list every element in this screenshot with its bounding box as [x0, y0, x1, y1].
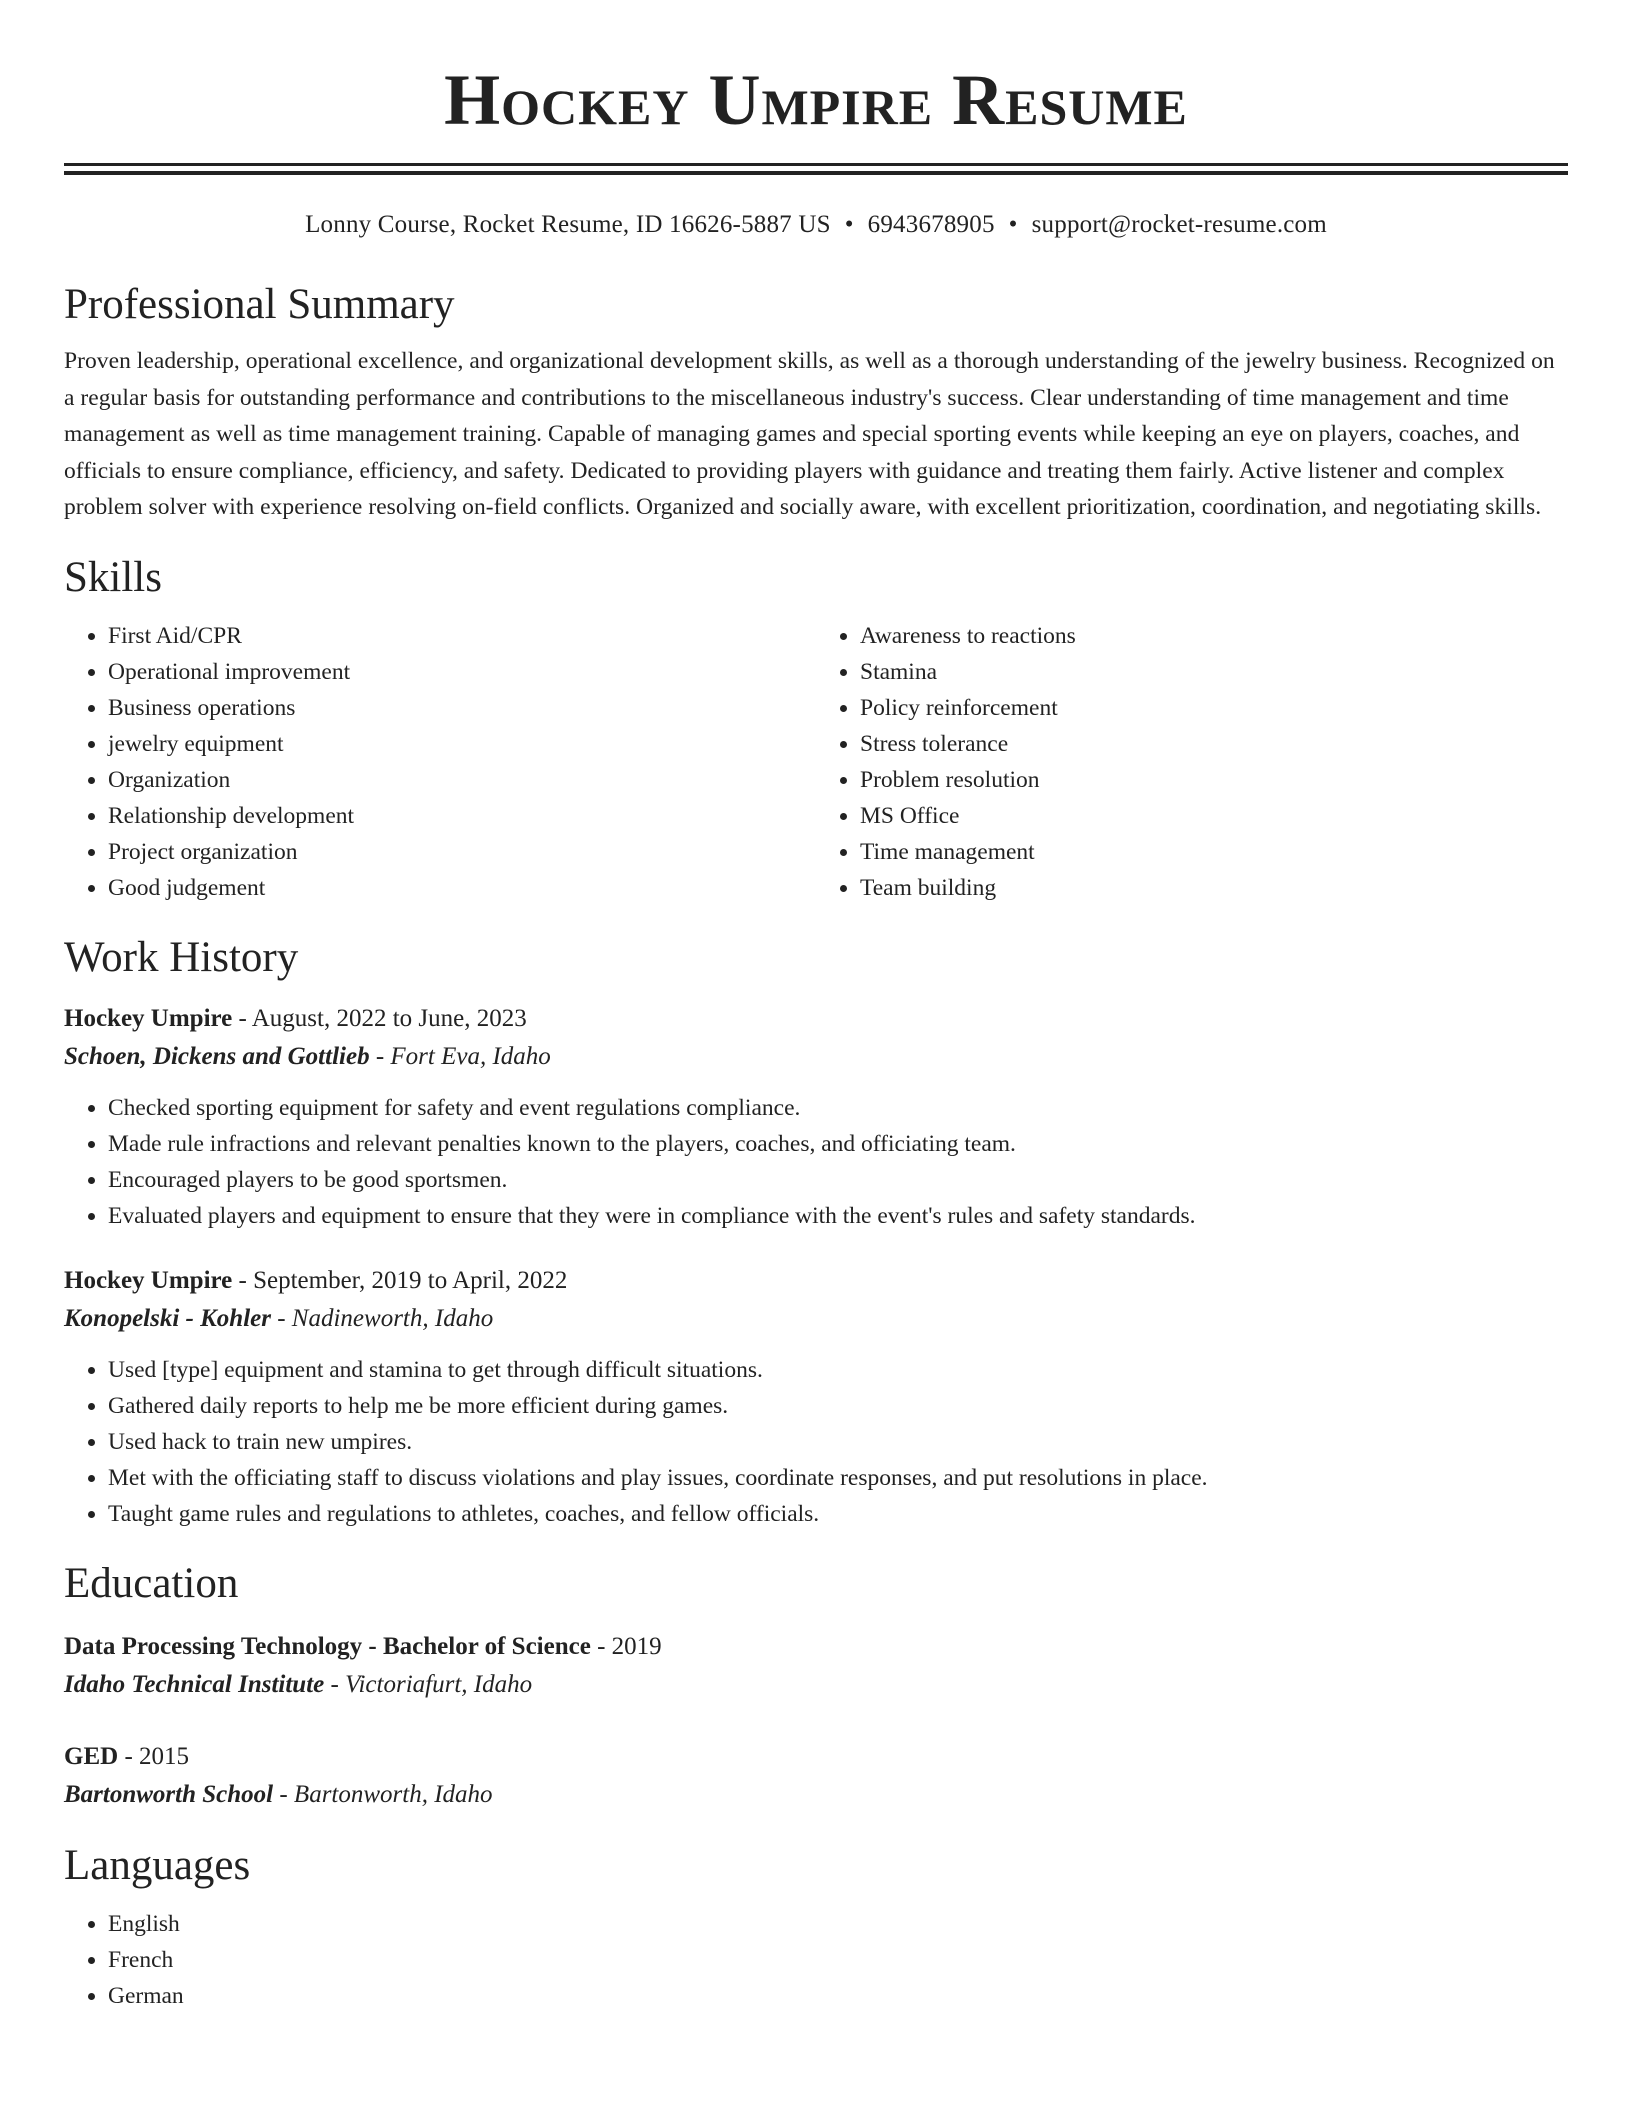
- languages-heading: Languages: [64, 1841, 251, 1889]
- education-degree: Data Processing Technology - Bachelor of Science: [64, 1632, 591, 1660]
- contact-phone: 6943678905: [867, 211, 995, 238]
- skill-item: • Problem resolution: [860, 762, 1568, 798]
- job-duty: • Used [type] equipment and stamina to get through difficult situations.: [108, 1352, 1568, 1388]
- education-degree-line: [64, 1628, 1568, 1666]
- job-duties: [64, 1352, 1568, 1532]
- education-entry: [64, 1628, 1568, 1704]
- job-duty: • Made rule infractions and relevant penalties known to the players, coaches, and officiating team.: [108, 1126, 1568, 1162]
- language-item: • French: [108, 1942, 1568, 1978]
- skill-item: • Team building: [860, 870, 1568, 906]
- job-employer: [64, 1300, 1568, 1338]
- languages-list: [64, 1906, 1568, 2014]
- job-entry: [64, 1262, 1568, 1532]
- title-divider-top: [64, 163, 1568, 166]
- job-role: Hockey Umpire: [64, 1004, 233, 1032]
- contact-email: support@rocket-resume.com: [1031, 211, 1327, 238]
- job-duty: • Evaluated players and equipment to ensure that they were in compliance with the event's rules and safety standards.: [108, 1198, 1568, 1234]
- resume-title: Hockey Umpire Resume: [444, 60, 1188, 140]
- skill-item: • Organization: [108, 762, 816, 798]
- contact-separator: •: [844, 211, 854, 238]
- education-degree: GED: [64, 1742, 119, 1770]
- education-school-line: [64, 1666, 1568, 1704]
- skill-item: • Project organization: [108, 834, 816, 870]
- job-entry: [64, 1000, 1568, 1234]
- contact-address: Lonny Course, Rocket Resume, ID 16626-5887 US: [305, 211, 831, 238]
- skill-item: • Good judgement: [108, 870, 816, 906]
- work-history-heading: Work History: [64, 933, 299, 981]
- education-year: - 2015: [118, 1742, 190, 1770]
- job-duty: • Gathered daily reports to help me be more efficient during games.: [108, 1388, 1568, 1424]
- summary-text: Proven leadership, operational excellence, and organizational development skills, as well as a thorough understanding of the jewelry business. Recognized on a regular basis for outstanding performance and contributions to the miscellaneous industry's success. Clear understanding of time management and time management as well as time management training. Capable of managing games and special sporting events while keeping an eye on players, coaches, and officials to ensure compliance, efficiency, and safety. Dedicated to providing players with guidance and treating them fairly. Active listener and complex problem solver with experience resolving on-field conflicts. Organized and socially aware, with excellent prioritization, coordination, and negotiating skills.: [64, 348, 1555, 520]
- skill-item: • Operational improvement: [108, 654, 816, 690]
- job-header: [64, 1262, 1568, 1300]
- job-location: - Fort Eva, Idaho: [369, 1042, 551, 1070]
- skill-item: • Policy reinforcement: [860, 690, 1568, 726]
- skill-item: • MS Office: [860, 798, 1568, 834]
- education-location: - Victoriafurt, Idaho: [324, 1670, 533, 1698]
- job-duty: • Checked sporting equipment for safety and event regulations compliance.: [108, 1090, 1568, 1126]
- skills-list: [64, 618, 1568, 906]
- education-heading: Education: [64, 1559, 239, 1607]
- skill-item: • Relationship development: [108, 798, 816, 834]
- skill-item: • Stamina: [860, 654, 1568, 690]
- skill-item: • jewelry equipment: [108, 726, 816, 762]
- skill-item: • Business operations: [108, 690, 816, 726]
- job-dates: - August, 2022 to June, 2023: [232, 1004, 527, 1032]
- job-duty: • Met with the officiating staff to discuss violations and play issues, coordinate responses, and put resolutions in place.: [108, 1460, 1568, 1496]
- skill-item: • First Aid/CPR: [108, 618, 816, 654]
- job-duties: [64, 1090, 1568, 1234]
- education-location: - Bartonworth, Idaho: [273, 1780, 493, 1808]
- skill-item: • Time management: [860, 834, 1568, 870]
- job-header: [64, 1000, 1568, 1038]
- job-role: Hockey Umpire: [64, 1266, 233, 1294]
- contact-separator: •: [1008, 211, 1018, 238]
- skills-column-right: [816, 618, 1568, 906]
- education-entry: [64, 1738, 1568, 1814]
- job-location: - Nadineworth, Idaho: [270, 1304, 494, 1332]
- education-degree-line: [64, 1738, 1568, 1776]
- job-dates: - September, 2019 to April, 2022: [232, 1266, 568, 1294]
- job-duty: • Used hack to train new umpires.: [108, 1424, 1568, 1460]
- job-duty: • Taught game rules and regulations to athletes, coaches, and fellow officials.: [108, 1496, 1568, 1532]
- skill-item: • Stress tolerance: [860, 726, 1568, 762]
- education-school: Idaho Technical Institute: [64, 1670, 325, 1698]
- job-employer: [64, 1038, 1568, 1076]
- skill-item: • Awareness to reactions: [860, 618, 1568, 654]
- education-school-line: [64, 1776, 1568, 1814]
- language-item: • German: [108, 1978, 1568, 2014]
- skills-heading: Skills: [64, 553, 162, 601]
- education-school: Bartonworth School: [64, 1780, 274, 1808]
- summary-heading: Professional Summary: [64, 281, 455, 328]
- job-company: Konopelski - Kohler: [64, 1304, 271, 1332]
- contact-line: [64, 209, 1568, 241]
- title-divider-bottom: [64, 171, 1568, 175]
- skills-column-left: [64, 618, 816, 906]
- job-company: Schoen, Dickens and Gottlieb: [64, 1042, 370, 1070]
- language-item: • English: [108, 1906, 1568, 1942]
- education-year: - 2019: [590, 1632, 662, 1660]
- job-duty: • Encouraged players to be good sportsmen.: [108, 1162, 1568, 1198]
